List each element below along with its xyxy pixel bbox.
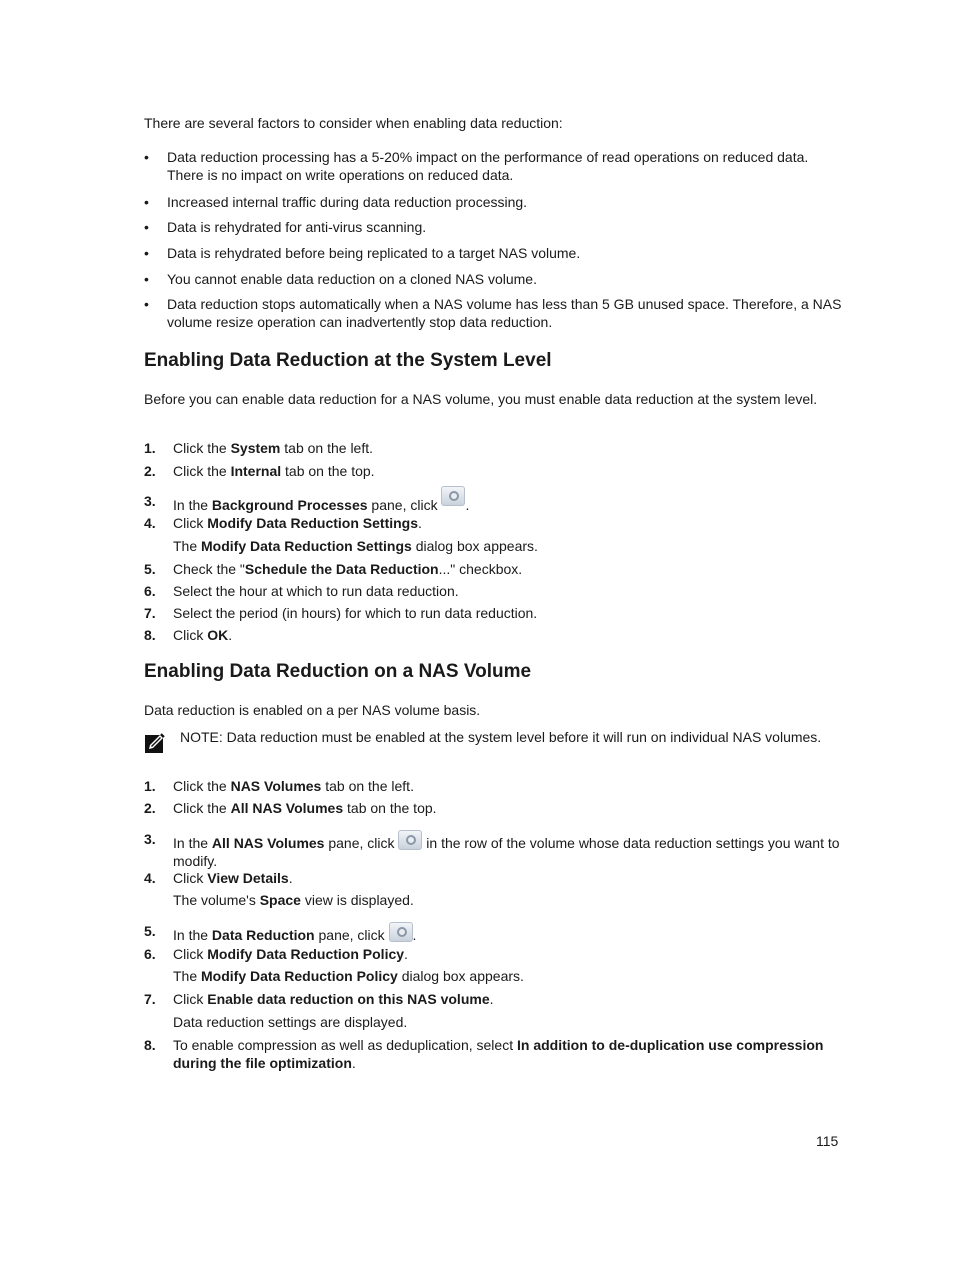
step-number: 3.: [144, 831, 156, 847]
step-number: 3.: [144, 493, 156, 509]
step-number: 1.: [144, 440, 156, 456]
note-text: Data reduction must be enabled at the system level before it will run on individual NAS volumes.: [222, 729, 822, 745]
step-7: Click Enable data reduction on this NAS volume.: [173, 991, 494, 1007]
list-item: Data reduction processing has a 5-20% impact on the performance of read operations on reduced data. There is no impact on write operations on reduced data.: [167, 149, 809, 183]
list-item: Increased internal traffic during data reduction processing.: [167, 194, 528, 210]
note-label: NOTE:: [180, 729, 223, 745]
section-heading-system-level: Enabling Data Reduction at the System Level: [144, 350, 552, 371]
step-3: In the Background Processes pane, click .: [173, 492, 841, 514]
step-number: 4.: [144, 870, 156, 886]
step-1: Click the NAS Volumes tab on the left.: [173, 778, 414, 794]
step-4-result: The Modify Data Reduction Settings dialog box appears.: [173, 538, 538, 554]
step-number: 1.: [144, 778, 156, 794]
step-4: Click View Details.: [173, 870, 293, 886]
step-number: 4.: [144, 515, 156, 531]
step-number: 7.: [144, 605, 156, 621]
step-number: 8.: [144, 627, 156, 643]
bullet: •: [144, 271, 149, 287]
page-number: 115: [816, 1133, 839, 1149]
section-intro: Data reduction is enabled on a per NAS volume basis.: [144, 702, 481, 718]
step-7-result: Data reduction settings are displayed.: [173, 1014, 408, 1030]
section-intro: Before you can enable data reduction for a NAS volume, you must enable data reduction at the system level.: [144, 391, 818, 407]
bullet: •: [144, 149, 149, 165]
settings-gear-icon[interactable]: [441, 486, 465, 506]
settings-gear-icon[interactable]: [389, 922, 413, 942]
step-2: Click the Internal tab on the top.: [173, 463, 375, 479]
step-5: Check the "Schedule the Data Reduction..." checkbox.: [173, 561, 523, 577]
step-6: Select the hour at which to run data reduction.: [173, 583, 459, 599]
bullet: •: [144, 194, 149, 210]
step-number: 6.: [144, 946, 156, 962]
note-box: [180, 728, 830, 746]
step-4-result: The volume's Space view is displayed.: [173, 892, 414, 908]
step-number: 6.: [144, 583, 156, 599]
step-number: 2.: [144, 463, 156, 479]
list-item: Data is rehydrated for anti-virus scanning.: [167, 219, 427, 235]
bullet: •: [144, 219, 149, 235]
step-8: Click OK.: [173, 627, 233, 643]
step-number: 2.: [144, 800, 156, 816]
intro-text: There are several factors to consider when enabling data reduction:: [144, 115, 563, 131]
note-pencil-icon: [144, 732, 166, 754]
section-heading-nas-volume: Enabling Data Reduction on a NAS Volume: [144, 661, 532, 682]
step-3: In the All NAS Volumes pane, click in the row of the volume whose data reduction settings you want to modify.: [173, 830, 841, 870]
step-6: Click Modify Data Reduction Policy.: [173, 946, 408, 962]
step-8: To enable compression as well as deduplication, select In addition to de-duplication use compression during the file optimization.: [173, 1037, 824, 1071]
step-2: Click the All NAS Volumes tab on the top.: [173, 800, 437, 816]
step-number: 5.: [144, 561, 156, 577]
step-number: 5.: [144, 923, 156, 939]
bullet: •: [144, 296, 149, 312]
settings-gear-icon[interactable]: [398, 830, 422, 850]
list-item: Data reduction stops automatically when a NAS volume has less than 5 GB unused space. Therefore, a NAS volume resize operation can inadvertently stop data reduction.: [167, 296, 842, 330]
bullet: •: [144, 245, 149, 261]
step-number: 8.: [144, 1037, 156, 1053]
step-number: 7.: [144, 991, 156, 1007]
list-item: You cannot enable data reduction on a cloned NAS volume.: [167, 271, 537, 287]
step-1: Click the System tab on the left.: [173, 440, 374, 456]
list-item: Data is rehydrated before being replicated to a target NAS volume.: [167, 245, 581, 261]
step-6-result: The Modify Data Reduction Policy dialog box appears.: [173, 968, 524, 984]
step-4: Click Modify Data Reduction Settings.: [173, 515, 422, 531]
step-7: Select the period (in hours) for which to run data reduction.: [173, 605, 538, 621]
step-5: In the Data Reduction pane, click .: [173, 922, 841, 944]
